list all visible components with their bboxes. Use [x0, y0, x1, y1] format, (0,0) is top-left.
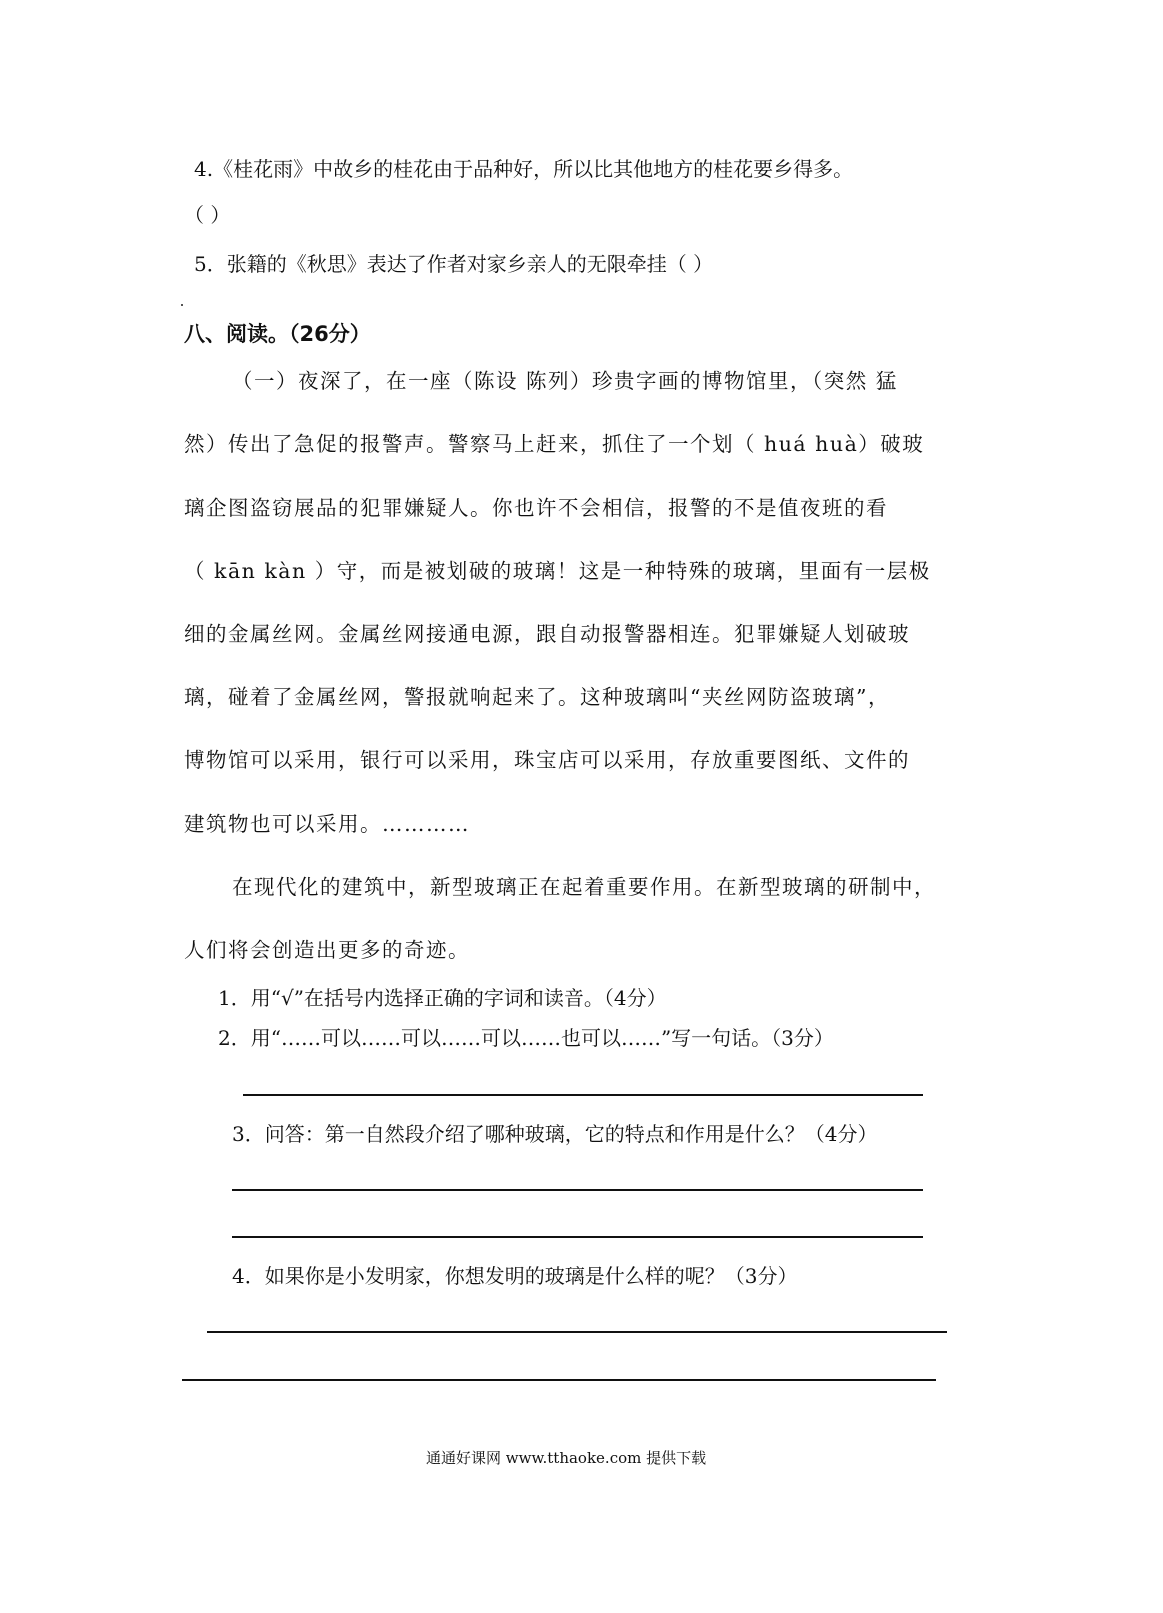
passage-line-8: 建筑物也可以采用。………… — [184, 812, 470, 836]
reading-question-4: 4．如果你是小发明家，你想发明的玻璃是什么样的呢？（3分） — [232, 1264, 798, 1288]
answer-line-q4-2 — [182, 1379, 936, 1381]
footer-credit: 通通好课网 www.tthaoke.com 提供下载 — [426, 1449, 707, 1467]
section-heading: 八、阅读。（26分） — [184, 322, 371, 346]
reading-question-1: 1．用“√”在括号内选择正确的字词和读音。（4分） — [218, 986, 667, 1010]
passage-para2-line-2: 人们将会创造出更多的奇迹。 — [184, 938, 470, 962]
judgment-question-4-blank: （ ） — [184, 203, 231, 227]
judgment-question-4-line-1: 4.《桂花雨》中故乡的桂花由于品种好，所以比其他地方的桂花要乡得多。 — [194, 157, 854, 181]
answer-line-q2 — [243, 1094, 923, 1096]
passage-line-7: 博物馆可以采用，银行可以采用，珠宝店可以采用，存放重要图纸、文件的 — [184, 748, 910, 772]
passage-line-3: 璃企图盗窃展品的犯罪嫌疑人。你也许不会相信，报警的不是值夜班的看 — [184, 496, 888, 520]
scan-speck — [181, 304, 183, 306]
passage-para2-line-1: 在现代化的建筑中，新型玻璃正在起着重要作用。在新型玻璃的研制中， — [232, 875, 936, 899]
passage-line-1: （一）夜深了，在一座（陈设 陈列）珍贵字画的博物馆里，（突然 猛 — [232, 369, 898, 393]
judgment-question-5: 5．张籍的《秋思》表达了作者对家乡亲人的无限牵挂（ ） — [194, 252, 714, 276]
passage-line-4: （ kān kàn ）守，而是被划破的玻璃！这是一种特殊的玻璃，里面有一层极 — [184, 559, 931, 583]
answer-line-q3-2 — [232, 1236, 923, 1238]
answer-line-q3-1 — [232, 1189, 923, 1191]
passage-line-5: 细的金属丝网。金属丝网接通电源，跟自动报警器相连。犯罪嫌疑人划破玻 — [184, 622, 910, 646]
reading-question-2: 2．用“……可以……可以……可以……也可以……”写一句话。（3分） — [218, 1026, 834, 1050]
passage-line-2: 然）传出了急促的报警声。警察马上赶来，抓住了一个划（ huá huà）破玻 — [184, 432, 925, 456]
reading-question-3: 3．问答：第一自然段介绍了哪种玻璃，它的特点和作用是什么？（4分） — [232, 1122, 878, 1146]
passage-line-6: 璃，碰着了金属丝网，警报就响起来了。这种玻璃叫“夹丝网防盗玻璃”， — [184, 685, 890, 709]
answer-line-q4-1 — [207, 1331, 947, 1333]
